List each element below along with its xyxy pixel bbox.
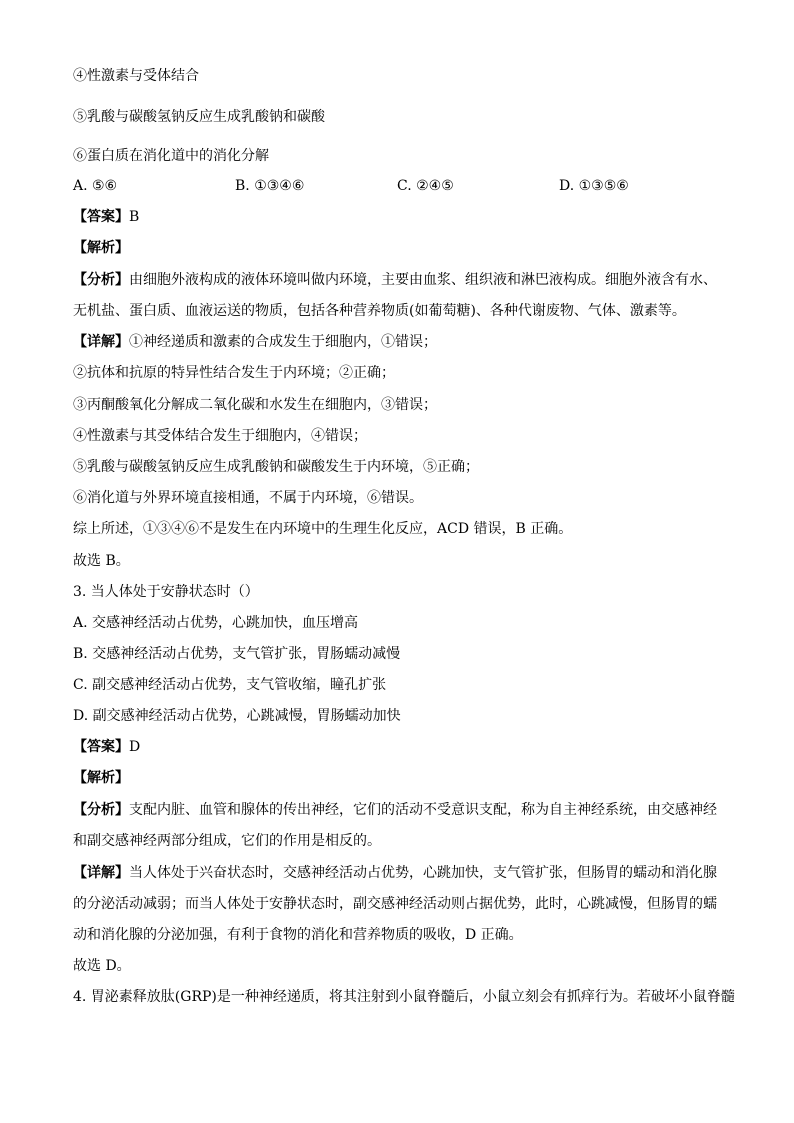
- q3-option-d: D. 副交感神经活动占优势，心跳减慢，胃肠蠕动加快: [73, 708, 401, 724]
- xiangjie2-line-3: 动和消化腺的分泌加强，有利于食物的消化和营养物质的吸收，D 正确。: [73, 927, 523, 943]
- xiangjie2-line-1: [73, 863, 717, 883]
- answer-line-2: [73, 737, 140, 757]
- statement-6: ⑥蛋白质在消化道中的消化分解: [73, 148, 269, 164]
- analysis-heading-1: [73, 238, 129, 258]
- fenxi-line-2: 无机盐、蛋白质、血液运送的物质，包括各种营养物质(如葡萄糖)、各种代谢废物、气体、激素等。: [73, 303, 686, 319]
- xiangjie-label: 【详解】: [73, 865, 129, 881]
- choose-2: 故选 D。: [73, 958, 131, 974]
- statement-5: ⑤乳酸与碳酸氢钠反应生成乳酸钠和碳酸: [73, 109, 325, 125]
- xiangjie2-line-2: 的分泌活动减弱；而当人体处于安静状态时，副交感神经活动则占据优势，此时，心跳减慢，但肠胃的蠕: [73, 896, 717, 912]
- question-3-stem: 3. 当人体处于安静状态时（）: [73, 584, 259, 600]
- question-4-stem: 4. 胃泌素释放肽(GRP)是一种神经递质，将其注射到小鼠脊髓后，小鼠立刻会有抓痒行为。若破坏小鼠脊髓: [73, 989, 735, 1005]
- answer-line-1: [73, 207, 139, 227]
- fenxi-text: 由细胞外液构成的液体环境叫做内环境，主要由血浆、组织液和淋巴液构成。细胞外液含有水、: [129, 272, 717, 288]
- xiangjie-label: 【详解】: [73, 334, 129, 350]
- fenxi2-line-2: 和副交感神经两部分组成，它们的作用是相反的。: [73, 833, 381, 849]
- fenxi2-line-1: [73, 800, 717, 820]
- choose-1: 故选 B。: [73, 553, 130, 569]
- fenxi-text: 支配内脏、血管和腺体的传出神经，它们的活动不受意识支配，称为自主神经系统，由交感神经: [129, 802, 717, 818]
- q2-option-b: B. ①③④⑥: [235, 178, 305, 194]
- fenxi-label: 【分析】: [73, 272, 129, 288]
- answer-value: D: [129, 739, 141, 755]
- detail-4: ④性激素与其受体结合发生于细胞内，④错误；: [73, 428, 367, 444]
- detail-6: ⑥消化道与外界环境直接相通，不属于内环境，⑥错误。: [73, 490, 423, 506]
- detail-5: ⑤乳酸与碳酸氢钠反应生成乳酸钠和碳酸发生于内环境，⑤正确；: [73, 459, 479, 475]
- answer-label: 【答案】: [73, 739, 129, 755]
- analysis-heading-2: [73, 768, 129, 788]
- q3-option-b: B. 交感神经活动占优势，支气管扩张，胃肠蠕动减慢: [73, 646, 401, 662]
- answer-label: 【答案】: [73, 209, 129, 225]
- q3-option-c: C. 副交感神经活动占优势，支气管收缩，瞳孔扩张: [73, 677, 387, 693]
- summary-1: 综上所述，①③④⑥不是发生在内环境中的生理生化反应，ACD 错误，B 正确。: [73, 521, 573, 537]
- analysis-label: 【解析】: [73, 770, 129, 786]
- detail-2: ②抗体和抗原的特异性结合发生于内环境；②正确；: [73, 365, 395, 381]
- q2-option-a: A. ⑤⑥: [73, 178, 118, 194]
- detail-3: ③丙酮酸氧化分解成二氧化碳和水发生在细胞内，③错误；: [73, 397, 437, 413]
- answer-value: B: [129, 209, 140, 225]
- fenxi-line-1: [73, 270, 717, 290]
- xiangjie-text: 当人体处于兴奋状态时，交感神经活动占优势，心跳加快，支气管扩张，但肠胃的蠕动和消化腺: [129, 865, 717, 881]
- q2-option-d: D. ①③⑤⑥: [559, 178, 629, 194]
- xiangjie-text: ①神经递质和激素的合成发生于细胞内，①错误；: [129, 334, 437, 350]
- statement-4: ④性激素与受体结合: [73, 68, 199, 84]
- xiangjie-line-1: [73, 332, 437, 352]
- fenxi-label: 【分析】: [73, 802, 129, 818]
- q3-option-a: A. 交感神经活动占优势，心跳加快，血压增高: [73, 615, 359, 631]
- q2-option-c: C. ②④⑤: [397, 178, 454, 194]
- analysis-label: 【解析】: [73, 240, 129, 256]
